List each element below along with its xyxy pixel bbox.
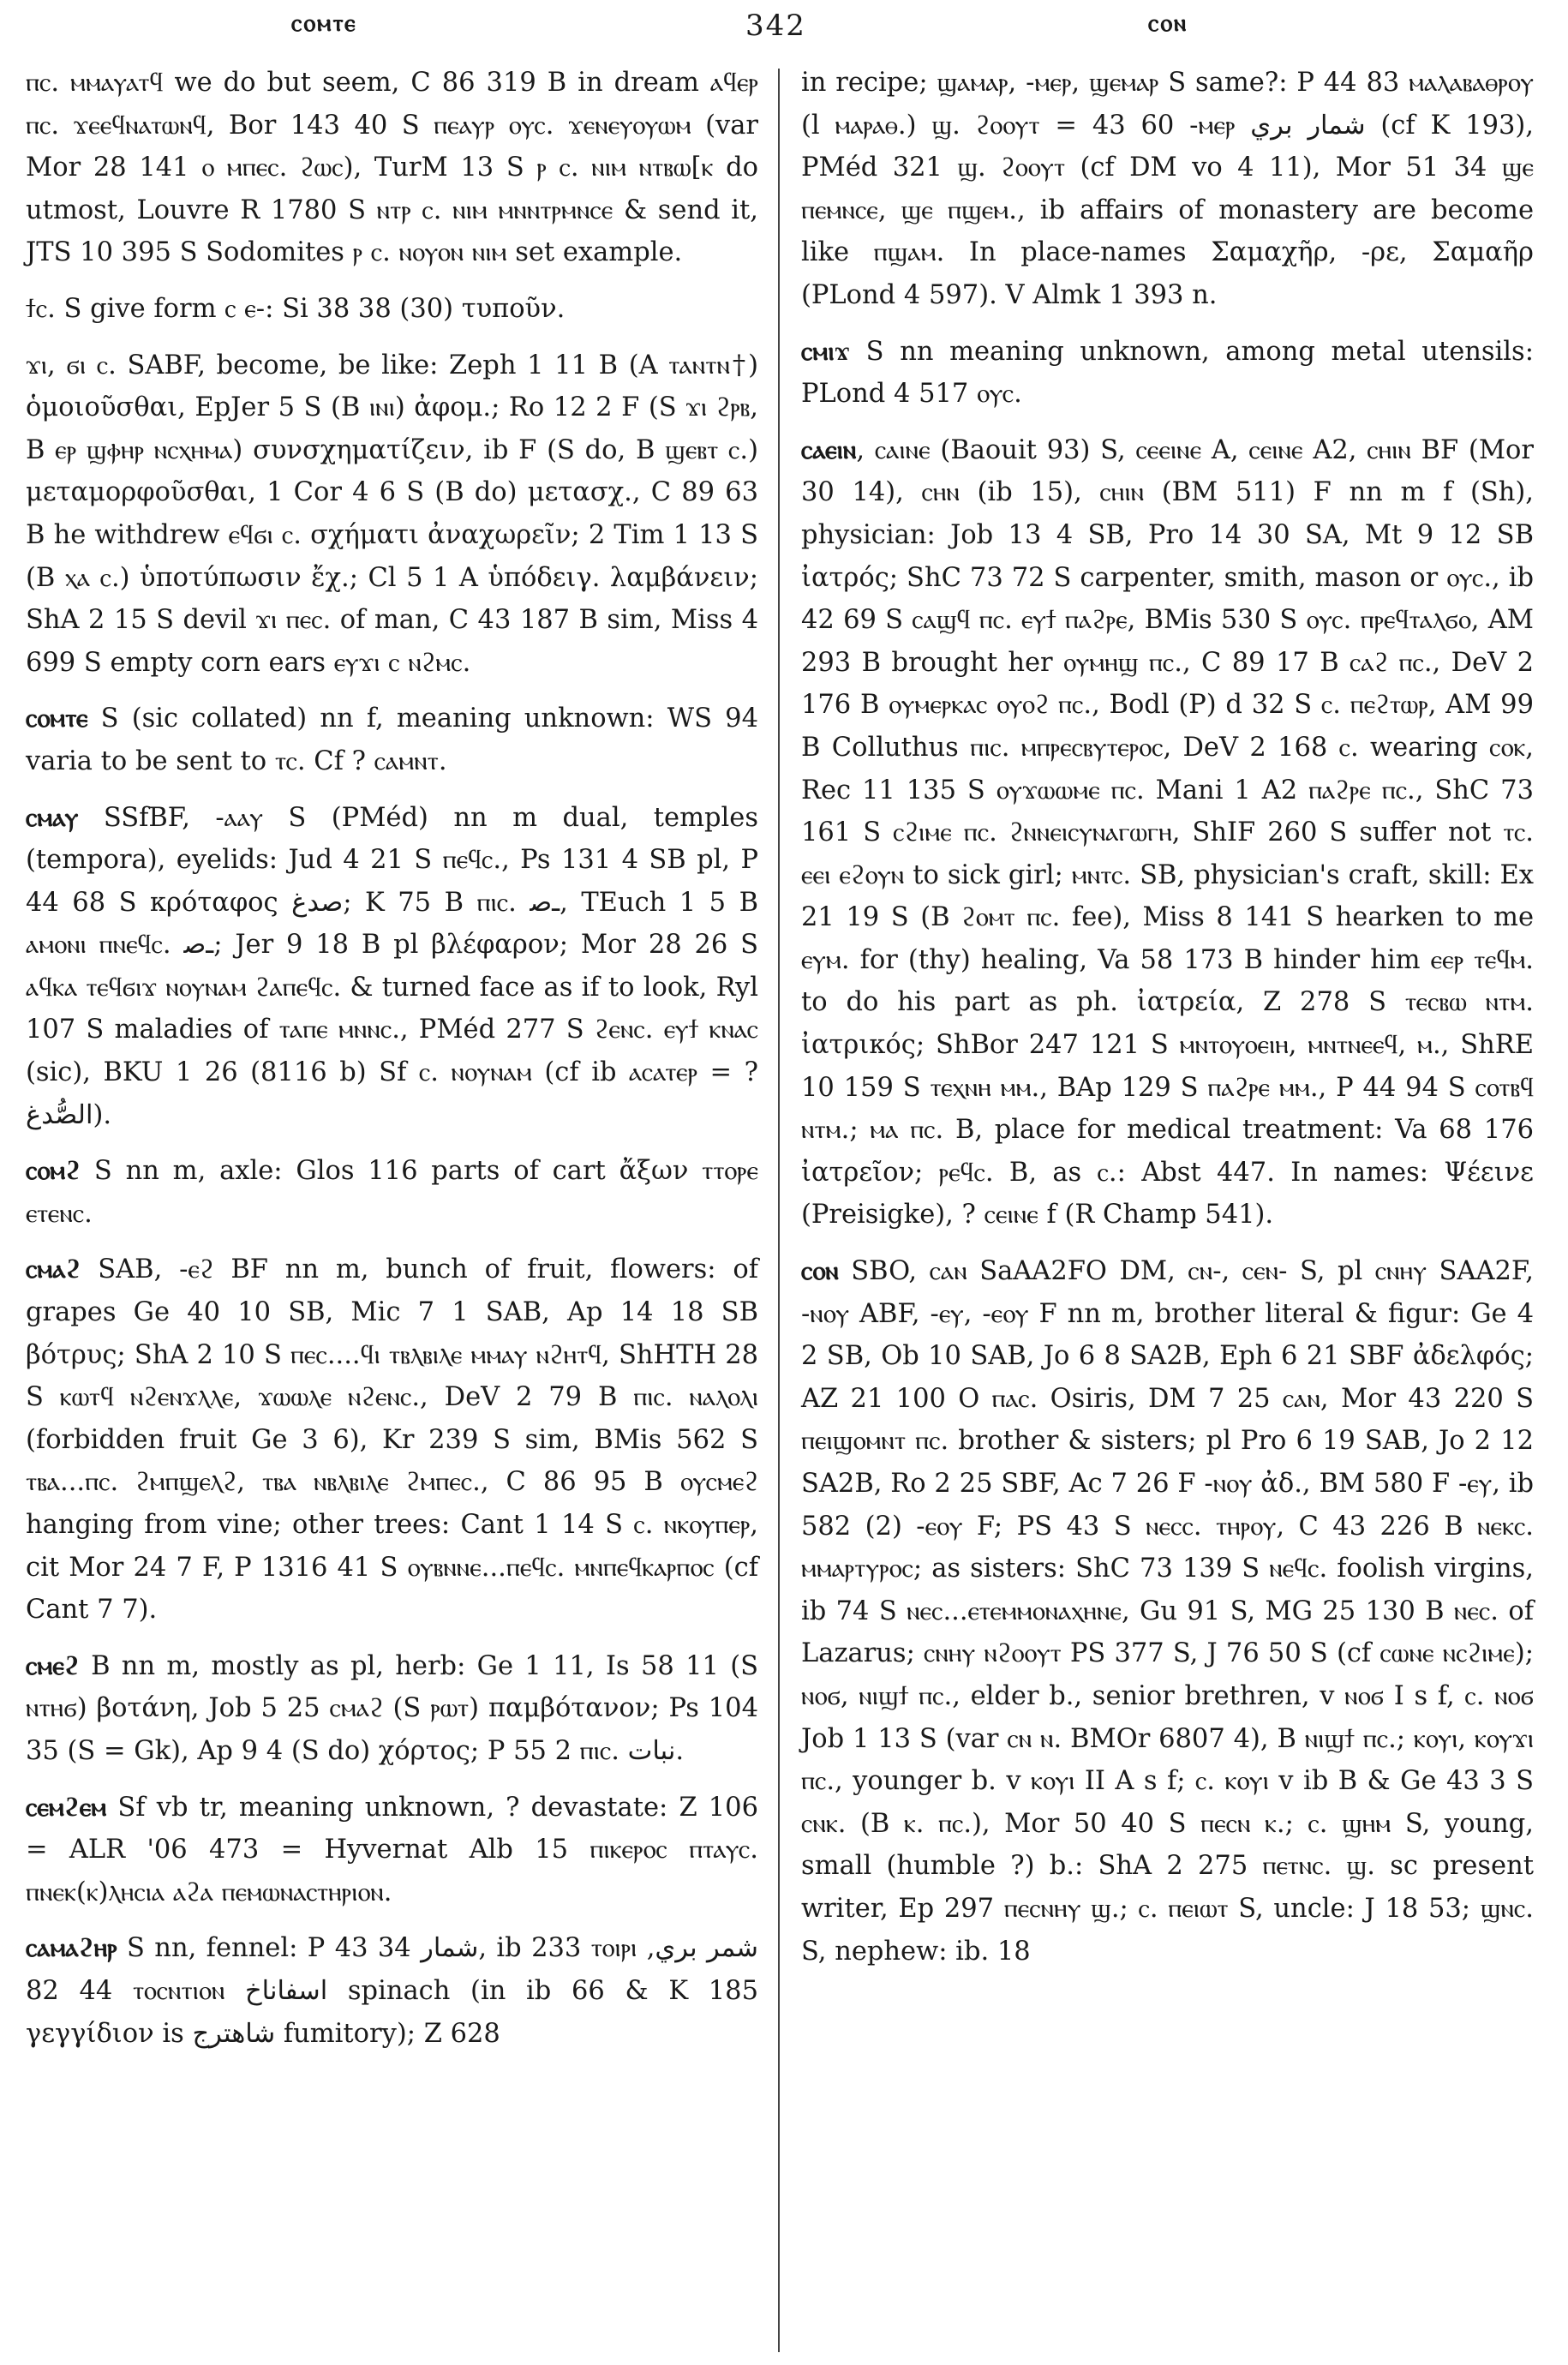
running-header	[0, 0, 1568, 51]
entry-body: S nn meaning unknown, among metal utensils: PLond 4 517 ⲟⲩⲥ.	[801, 336, 1534, 410]
entry-headword: ⲥⲟⲙⲧⲉ	[26, 703, 88, 734]
entry-headword: ⲥⲙⲁⲩ	[26, 801, 79, 833]
dictionary-entry	[26, 1248, 758, 1631]
dictionary-entry	[26, 1787, 758, 1914]
dictionary-entry	[801, 429, 1534, 1236]
dictionary-entry	[26, 1645, 758, 1773]
dictionary-entry	[26, 1150, 758, 1235]
entry-headword: ⲥⲟⲛ	[801, 1255, 839, 1287]
entry-headword: ⲥⲙⲉϩ	[26, 1650, 80, 1681]
entry-body: SSfBF, -ⲁⲁⲩ S (PMéd) nn m dual, temples (tempora), eyelids: Jud 4 21 S ⲡⲉϥⲥ., Ps 131 4 SB pl, P 44 68 S κρόταφος صدغ; K 75 B ⲡⲓⲥ. ـﺻ, TEuch 1 5 B ⲁⲙⲟⲛⲓ ⲡⲛⲉϥⲥ. ـﺻ; Jer 9 18 B pl βλέφαρον; Mor 28 26 S ⲁϥⲕⲁ ⲧⲉϥϭⲓϫ ⲛⲟⲩⲛⲁⲙ ϩⲁⲡⲉϥⲥ. & turned face as if to look, Ryl 107 S maladies of ⲧⲁⲡⲉ ⲙⲛⲛⲥ., PMéd 277 S ϩⲉⲛⲥ. ⲉⲩϯ ⲕⲛⲁⲥ (sic), BKU 1 26 (8116 b) Sf ⲥ. ⲛⲟⲩⲛⲁⲙ (cf ib ⲁⲥⲁⲧⲉⲣ = ? الصُّدغ).	[26, 802, 758, 1130]
column-divider	[778, 69, 780, 2352]
page-number: 342	[745, 9, 806, 43]
entry-headword: ⲥⲟⲙϩ	[26, 1155, 81, 1187]
entry-body: SAB, -ⲉϩ BF nn m, bunch of fruit, flowers: of grapes Ge 40 10 SB, Mic 7 1 SAB, Ap 14 18 SB βότρυς; ShA 2 10 S ⲡⲉⲥ....ϥⲓ ⲧⲃⲗⲃⲓⲗⲉ ⲙⲙⲁⲩ ⲛϩⲏⲧϥ, ShHTH 28 S ⲕⲱⲧϥ ⲛϩⲉⲛϫⲗⲗⲉ, ϫⲱⲱⲗⲉ ⲛϩⲉⲛⲥ., DeV 2 79 B ⲡⲓⲥ. ⲛⲁⲗⲟⲗⲓ (forbidden fruit Ge 3 6), Kr 239 S sim, BMis 562 S ⲧⲃⲁ...ⲡⲥ. ϩⲙⲡϣⲉⲗϩ, ⲧⲃⲁ ⲛⲃⲗⲃⲓⲗⲉ ϩⲙⲡⲉⲥ., C 86 95 B ⲟⲩⲥⲙⲉϩ hanging from vine; other trees: Cant 1 14 S ⲥ. ⲛⲕⲟⲩⲡⲉⲣ, cit Mor 24 7 F, P 1316 41 S ⲟⲩⲃⲛⲛⲉ...ⲡⲉϥⲥ. ⲙⲛⲡⲉϥⲕⲁⲣⲡⲟⲥ (cf Cant 7 7).	[26, 1254, 758, 1626]
running-head-left: ⲥⲟⲙⲧⲉ	[291, 9, 357, 37]
entry-body: SBO, ⲥⲁⲛ SaAA2FO DM, ⲥⲛ-, ⲥⲉⲛ- S, pl ⲥⲛⲏⲩ SAA2F, -ⲛⲟⲩ ABF, -ⲉⲩ, -ⲉⲟⲩ F nn m, brother literal & figur: Ge 4 2 SB, Ob 10 SAB, Jo 6 8 SA2B, Eph 6 21 SBF ἀδελφός; AZ 21 100 O ⲡⲁⲥ. Osiris, DM 7 25 ⲥⲁⲛ, Mor 43 220 S ⲡⲉⲓϣⲟⲙⲛⲧ ⲡⲥ. brother & sisters; pl Pro 6 19 SAB, Jo 2 12 SA2B, Ro 2 25 SBF, Ac 7 26 F -ⲛⲟⲩ ἀδ., BM 580 F -ⲉⲩ, ib 582 (2) -ⲉⲟⲩ F; PS 43 S ⲛⲉⲥⲥ. ⲧⲏⲣⲟⲩ, C 43 226 B ⲛⲉⲕⲥ. ⲙⲙⲁⲣⲧⲩⲣⲟⲥ; as sisters: ShC 73 139 S ⲛⲉϥⲥ. foolish virgins, ib 74 S ⲛⲉⲥ...ⲉⲧⲉⲙⲙⲟⲛⲁⲭⲏⲛⲉ, Gu 91 S, MG 25 130 B ⲛⲉⲥ. of Lazarus; ⲥⲛⲏⲩ ⲛϩⲟⲟⲩⲧ PS 377 S, J 76 50 S (cf ⲥⲱⲛⲉ ⲛⲥϩⲓⲙⲉ); ⲛⲟϭ, ⲛⲓϣϯ ⲡⲥ., elder b., senior brethren, v ⲛⲟϭ I s f, ⲥ. ⲛⲟϭ Job 1 13 S (var ⲥⲛ ⲛ. BMOr 6807 4), B ⲛⲓϣϯ ⲡⲥ.; ⲕⲟⲩⲓ, ⲕⲟⲩϫⲓ ⲡⲥ., younger b. v ⲕⲟⲩⲓ II A s f; ⲥ. ⲕⲟⲩⲓ v ib B & Ge 43 3 S ⲥⲛⲕ. (B ⲕ. ⲡⲥ.), Mor 50 40 S ⲡⲉⲥⲛ ⲕ.; ⲥ. ϣⲏⲙ S, young, small (humble ?) b.: ShA 2 275 ⲡⲉⲧⲛⲥ. ϣ. sc present writer, Ep 297 ⲡⲉⲥⲛⲏⲩ ϣ.; ⲥ. ⲡⲉⲓⲱⲧ S, uncle: J 18 53; ϣⲛⲥ. S, nephew: ib. 18	[801, 1256, 1534, 1967]
right-column	[801, 62, 1534, 1986]
entry-subsense: ϯⲥ. S give form ⲥ ⲉ-: Si 38 38 (30) τυποῦν.	[26, 293, 566, 324]
entry-headword: ⲥⲙⲁϩ	[26, 1254, 81, 1285]
entry-subsense: ϫⲓ, ϭⲓ ⲥ. SABF, become, be like: Zeph 1 11 B (A ⲧⲁⲛⲧⲛ†) ὁμοιοῦσθαι, EpJer 5 S (B ⲓⲛⲓ) ἀφομ.; Ro 12 2 F (S ϫⲓ ϩⲣⲃ, B ⲉⲣ ϣⲫⲏⲣ ⲛⲥⲭⲏⲙⲁ) συνσχηματίζειν, ib F (S do, B ϣⲉⲃⲧ ⲥ.) μεταμορφοῦσθαι, 1 Cor 4 6 S (B do) μετασχ., C 89 63 B he withdrew ⲉϥϭⲓ ⲥ. σχήματι ἀναχωρεῖν; 2 Tim 1 13 S (B ⲭⲁ ⲥ.) ὑποτύπωσιν ἔχ.; Cl 5 1 A ὑπόδειγ. λαμβάνειν; ShA 2 15 S devil ϫⲓ ⲡⲉⲥ. of man, C 43 187 B sim, Miss 4 699 S empty corn ears ⲉⲩϫⲓ ⲥ ⲛϩⲙⲥ.	[26, 350, 758, 678]
entry-continuation: in recipe; ϣⲁⲙⲁⲣ, -ⲙⲉⲣ, ϣⲉⲙⲁⲣ S same?: P 44 83 ⲙⲁⲗⲁⲃⲁⲑⲣⲟⲩ (l ⲙⲁⲣⲁⲑ.) ϣ. ϩⲟⲟⲩⲧ = 43 60 -ⲙⲉⲣ شمار بري (cf K 193), PMéd 321 ϣ. ϩⲟⲟⲩⲧ (cf DM vo 4 11), Mor 51 34 ϣⲉ ⲡⲉⲙⲛⲥⲉ, ϣⲉ ⲡϣⲉⲙ., ib affairs of monastery are become like ⲡϣⲁⲙ. In place-names Σαμαχῆρ, -ρε, Σαμαῆρ (PLond 4 597). V Almk 1 393 n.	[801, 68, 1534, 310]
dictionary-entry	[26, 698, 758, 782]
entry-body: Sf vb tr, meaning unknown, ? devastate: Z 106 = ALR '06 473 = Hyvernat Alb 15 ⲡⲓⲕⲉⲣⲟⲥ ⲡⲧⲁⲩⲥ. ⲡⲛⲉⲕ(ⲕ)ⲗⲏⲥⲓⲁ ⲁϩⲁ ⲡⲉⲙⲱⲛⲁⲥⲧⲏⲣⲓⲟⲛ.	[26, 1792, 758, 1907]
entry-headword: ⲥⲙⲓϫ	[801, 335, 851, 367]
entry-headword: ⲥⲁⲙⲁϩⲏⲣ	[26, 1932, 117, 1964]
dictionary-entry	[26, 1927, 758, 2055]
entry-continuation: ⲡⲥ. ⲙⲙⲁⲩⲁⲧϥ we do but seem, C 86 319 B in dream ⲁϥⲉⲣ ⲡⲥ. ϫⲉⲉϥⲛⲁⲧⲱⲛϥ, Bor 143 40 S ⲡⲉⲁⲩⲣ ⲟⲩⲥ. ϫⲉⲛⲉⲩⲟⲩⲱⲙ (var Mor 28 141 ⲟ ⲙⲡⲉⲥ. ϩⲱⲥ), TurM 13 S ⲣ ⲥ. ⲛⲓⲙ ⲛⲧⲃⲱ[ⲕ do utmost, Louvre R 1780 S ⲛⲧⲣ ⲥ. ⲛⲓⲙ ⲙⲛⲛⲧⲣⲙⲛⲥⲉ & send it, JTS 10 395 S Sodomites ⲣ ⲥ. ⲛⲟⲩⲟⲛ ⲛⲓⲙ set example.	[26, 68, 758, 268]
entry-body: B nn m, mostly as pl, herb: Ge 1 11, Is 58 11 (S ⲛⲧⲏϭ) βοτάνη, Job 5 25 ⲥⲙⲁϩ (S ⲣⲱⲧ) παμβότανον; Ps 104 35 (S = Gk), Ap 9 4 (S do) χόρτος; P 55 2 ⲡⲓⲥ. نبات.	[26, 1650, 758, 1766]
dictionary-entry	[801, 331, 1534, 416]
running-head-right: ⲥⲟⲛ	[1148, 9, 1188, 37]
entry-body: , ⲥⲁⲓⲛⲉ (Baouit 93) S, ⲥⲉⲉⲓⲛⲉ A, ⲥⲉⲓⲛⲉ A2, ⲥⲏⲓⲛ BF (Mor 30 14), ⲥⲏⲛ (ib 15), ⲥⲏⲓⲛ (BM 511) F nn m f (Sh), physician: Job 13 4 SB, Pro 14 30 SA, Mt 9 12 SB ἰατρός; ShC 73 72 S carpenter, smith, mason or ⲟⲩⲥ., ib 42 69 S ⲥⲁϣϥ ⲡⲥ. ⲉⲩϯ ⲡⲁϩⲣⲉ, BMis 530 S ⲟⲩⲥ. ⲡⲣⲉϥⲧⲁⲗϭⲟ, AM 293 B brought her ⲟⲩⲙⲏϣ ⲡⲥ., C 89 17 B ⲥⲁϩ ⲡⲥ., DeV 2 176 B ⲟⲩⲙⲉⲣⲕⲁⲥ ⲟⲩⲟϩ ⲡⲥ., Bodl (P) d 32 S ⲥ. ⲡⲉϩⲧⲱⲣ, AM 99 B Colluthus ⲡⲓⲥ. ⲙⲡⲣⲉⲥⲃⲩⲧⲉⲣⲟⲥ, DeV 2 168 ⲥ. wearing ⲥⲟⲕ, Rec 11 135 S ⲟⲩϫⲱⲱⲙⲉ ⲡⲥ. Mani 1 A2 ⲡⲁϩⲣⲉ ⲡⲥ., ShC 73 161 S ⲥϩⲓⲙⲉ ⲡⲥ. ϩⲛⲛⲉⲓⲥⲩⲛⲁⲅⲱⲅⲏ, ShIF 260 S suffer not ⲧⲥ. ⲉⲉⲓ ⲉϩⲟⲩⲛ to sick girl; ⲙⲛⲧⲥ. SB, physician's craft, skill: Ex 21 19 S (B ϩⲟⲙⲧ ⲡⲥ. fee), Miss 8 141 S hearken to me ⲉⲩⲙ. for (thy) healing, Va 58 173 B hinder him ⲉⲉⲣ ⲧⲉϥⲙ. to do his part as ph. ἰατρεία, Z 278 S ⲧⲉⲥⲃⲱ ⲛⲧⲙ. ἰατρικός; ShBor 247 121 S ⲙⲛⲧⲟⲩⲟⲉⲓⲏ, ⲙⲛⲧⲛⲉⲉϥ, ⲙ., ShRE 10 159 S ⲧⲉⲭⲛⲏ ⲙⲙ., BAp 129 S ⲡⲁϩⲣⲉ ⲙⲙ., P 44 94 S ⲥⲟⲧⲃϥ ⲛⲧⲙ.; ⲙⲁ ⲡⲥ. B, place for medical treatment: Va 68 176 ἰατρεῖον; ⲣⲉϥⲥ. B, as ⲥ.: Abst 447. In names: Ψέεινε (Preisigke), ? ⲥⲉⲓⲛⲉ f (R Champ 541).	[801, 434, 1534, 1230]
entry-body: S (sic collated) nn f, meaning unknown: WS 94 varia to be sent to ⲧⲥ. Cf ? ⲥⲁⲙⲛⲧ.	[26, 704, 758, 776]
dictionary-entry	[26, 797, 758, 1137]
entry-headword: ⲥⲉⲙϩⲉⲙ	[26, 1791, 107, 1823]
entry-body: S nn, fennel: P 43 34 شمار, ib 233 ⲧⲟⲓⲣⲓ شمر بري, 44 82 ⲧⲟⲥⲛⲧⲓⲟⲛ اسفاناخ spinach (in ib 66 & K 185 γεγγίδιον is شاهترج fumitory); Z 628	[26, 1933, 758, 2049]
dictionary-entry	[801, 1250, 1534, 1973]
entry-body: S nn m, axle: Glos 116 parts of cart ἄξων ⲧⲧⲟⲣⲉ ⲉⲧⲉⲛⲥ.	[26, 1156, 758, 1229]
entry-headword: ⲥⲁⲉⲓⲛ	[801, 434, 857, 465]
left-column	[26, 62, 758, 2069]
